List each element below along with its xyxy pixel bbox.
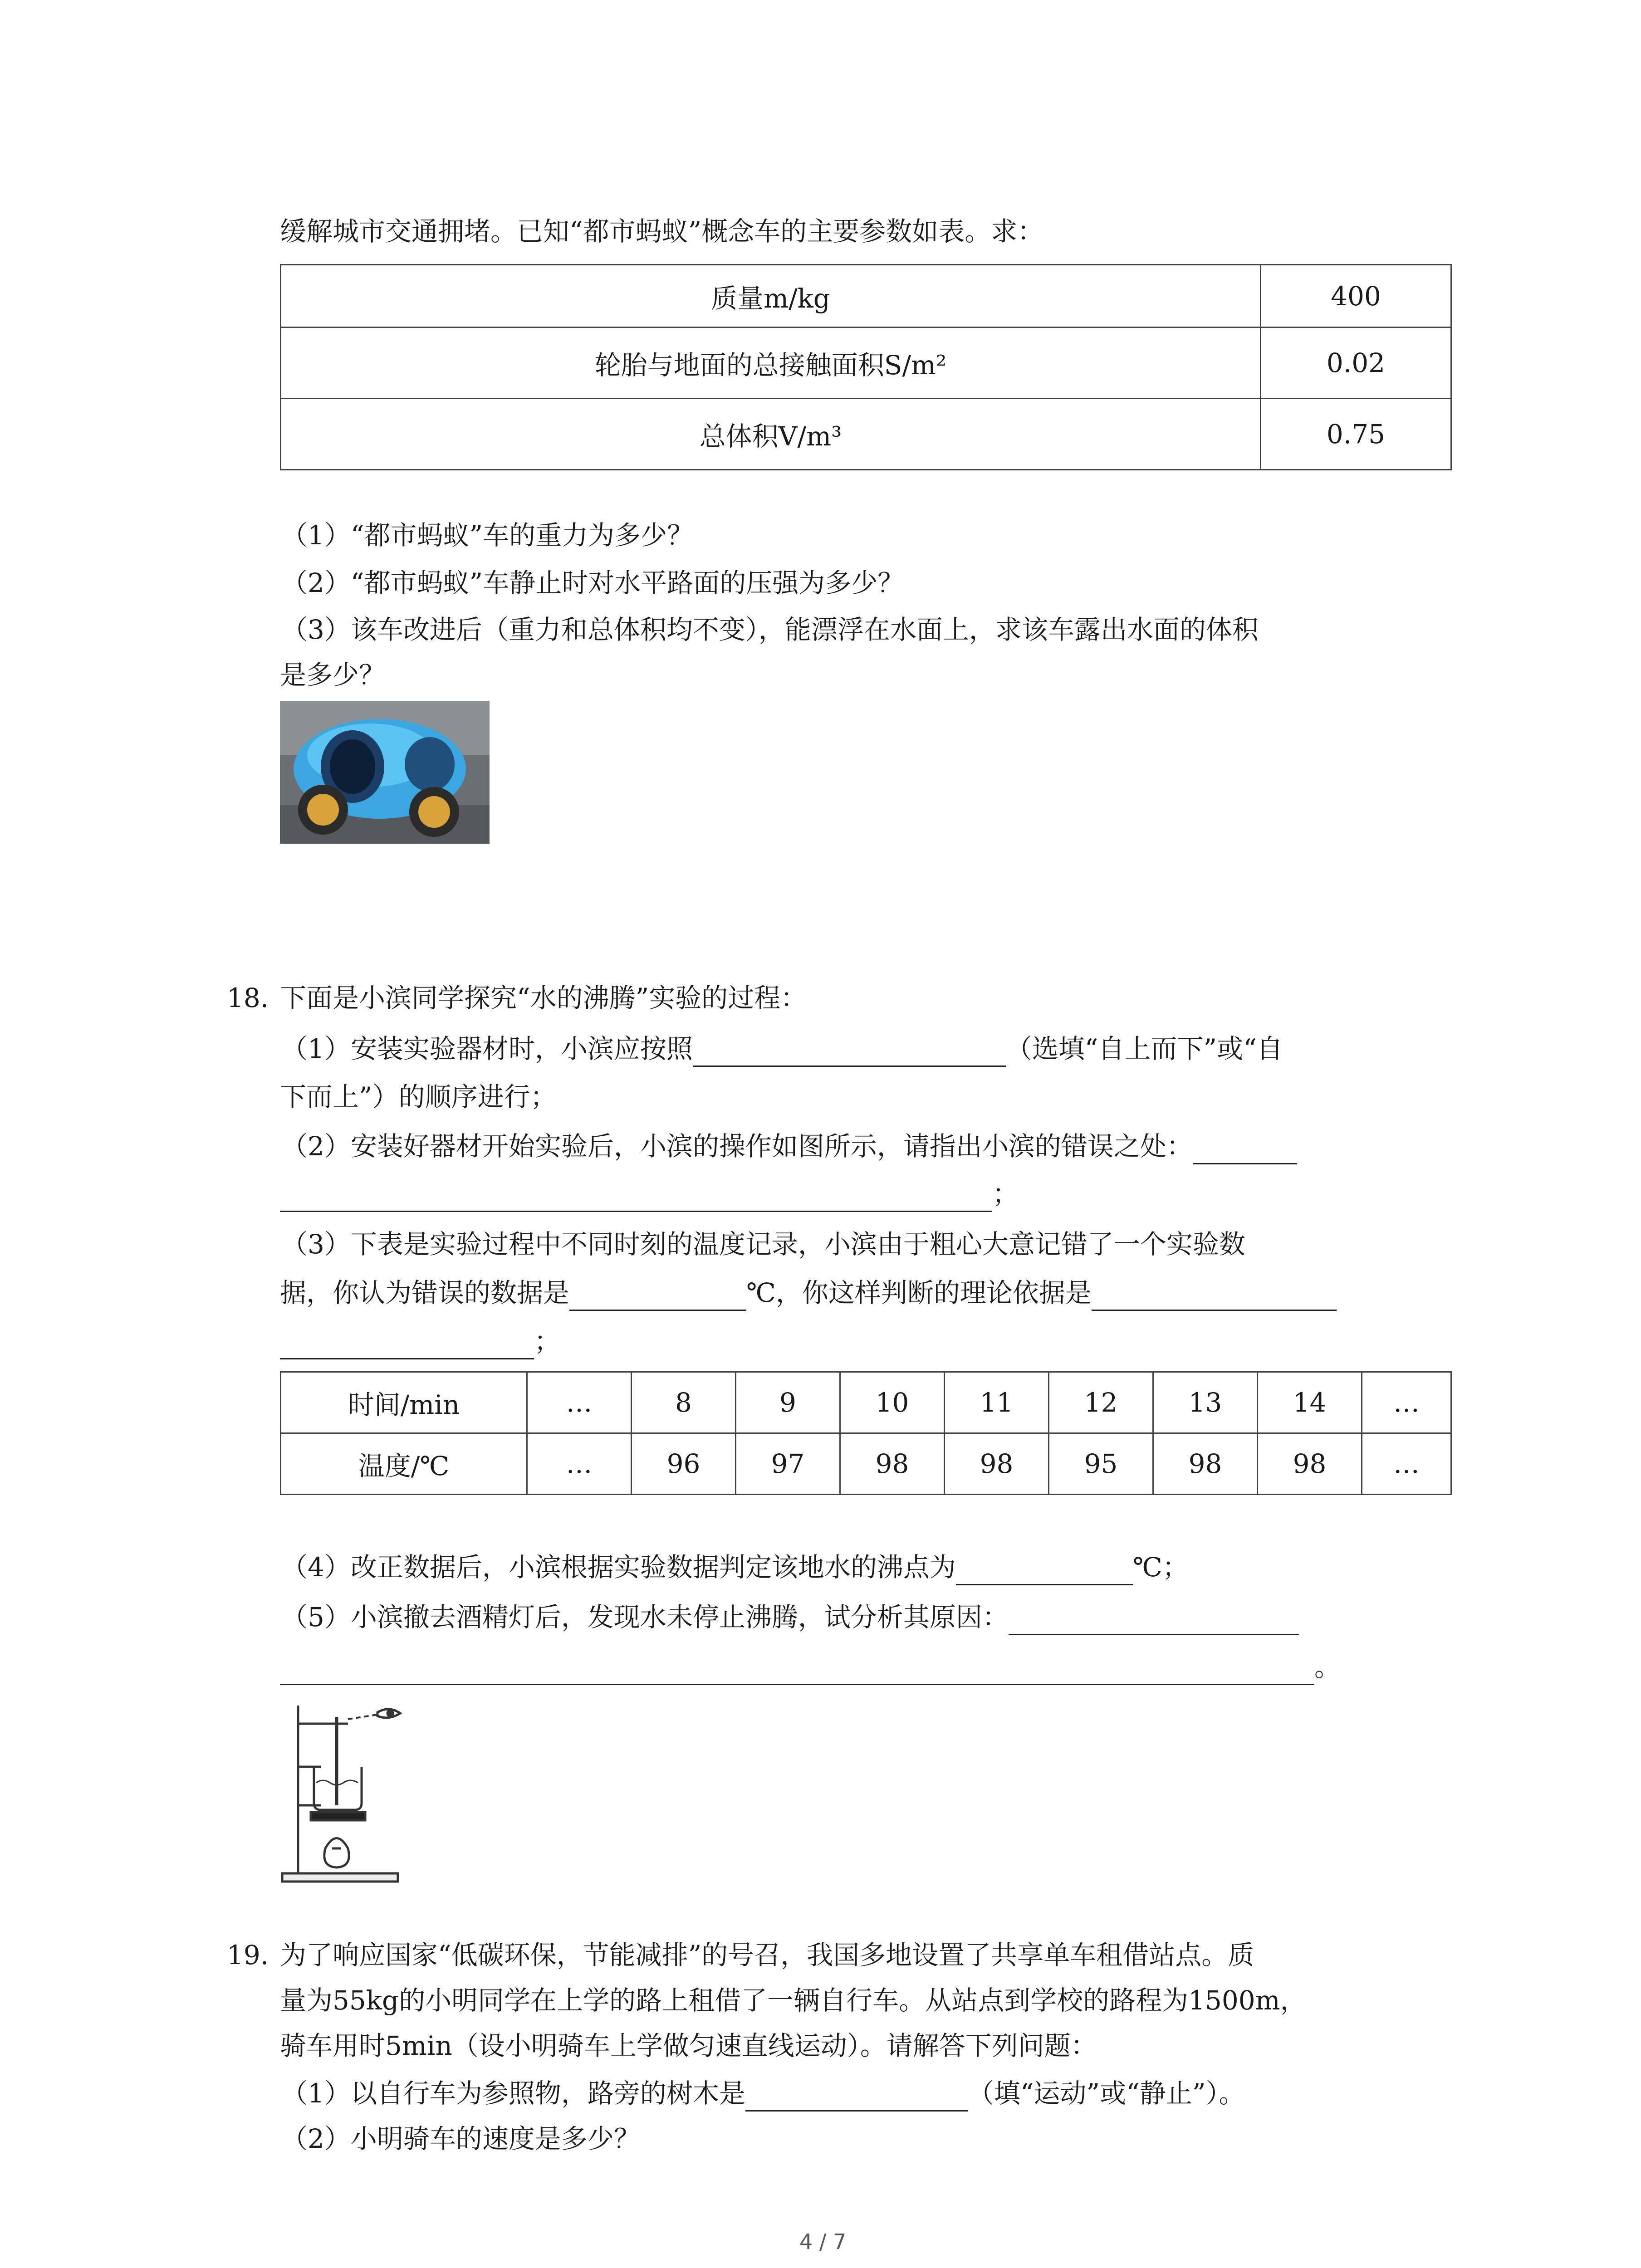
semicolon: ； — [534, 1326, 561, 1357]
q18-sub2-line1 — [281, 1128, 1297, 1164]
answer-blank-19-1[interactable] — [745, 2083, 968, 2112]
table-row — [281, 1433, 1451, 1495]
table-cell: 14 — [1258, 1372, 1362, 1433]
answer-blank-5b[interactable] — [280, 1657, 1314, 1685]
table-cell: 400 — [1261, 265, 1451, 327]
q19-line3: 骑车用时5min（设小明骑车上学做匀速直线运动）。请解答下列问题： — [280, 2030, 1097, 2061]
q19-sub2: （2）小明骑车的速度是多少？ — [281, 2123, 640, 2154]
q17-sub2: （2）“都市蚂蚁”车静止时对水平路面的压强为多少？ — [281, 567, 904, 598]
period: 。 — [1314, 1652, 1341, 1682]
table-cell: 时间/min — [281, 1372, 527, 1433]
concept-car-image — [280, 701, 490, 844]
table-cell: 13 — [1153, 1372, 1258, 1433]
q19-sub1-text-a: （1）以自行车为参照物，路旁的树木是 — [281, 2078, 745, 2109]
table-cell: 10 — [840, 1372, 945, 1433]
answer-blank-2a[interactable] — [1193, 1136, 1297, 1164]
q18-sub1-text-b: （选填“自上而下”或“自 — [1005, 1033, 1283, 1064]
table-cell: 98 — [1258, 1433, 1362, 1495]
table-cell: 轮胎与地面的总接触面积S/m² — [281, 327, 1261, 399]
answer-blank-3c[interactable] — [280, 1331, 534, 1359]
answer-blank-2b[interactable] — [280, 1183, 992, 1212]
q18-sub3-text-b: ℃，你这样判断的理论依据是 — [746, 1277, 1092, 1308]
q18-sub5-line2 — [280, 1649, 1341, 1685]
table-row — [281, 399, 1451, 470]
q19-line1: 为了响应国家“低碳环保，节能减排”的号召，我国多地设置了共享单车租借站点。质 — [280, 1940, 1254, 1970]
table-cell: 9 — [736, 1372, 840, 1433]
table-cell: 总体积V/m³ — [281, 399, 1261, 470]
answer-blank-3a[interactable] — [569, 1282, 746, 1311]
q18-sub3-line2 — [280, 1275, 1337, 1311]
q18-number: 18. — [227, 982, 269, 1013]
q18-sub1-text-a: （1）安装实验器材时，小滨应按照 — [281, 1033, 693, 1064]
table-cell: 96 — [632, 1433, 736, 1495]
boiling-apparatus-diagram — [280, 1699, 402, 1885]
table-cell: 98 — [945, 1433, 1049, 1495]
q18-sub5-line1 — [281, 1599, 1299, 1635]
q18-sub5-text: （5）小滨撤去酒精灯后，发现水未停止沸腾，试分析其原因： — [281, 1602, 1009, 1633]
table-cell: 98 — [840, 1433, 945, 1495]
q18-sub4-text-b: ℃； — [1132, 1552, 1189, 1583]
q17-param-table — [280, 264, 1452, 470]
table-row — [281, 327, 1451, 399]
q19-sub1-text-b: （填“运动”或“静止”）。 — [967, 2078, 1245, 2109]
q18-intro: 下面是小滨同学探究“水的沸腾”实验的过程： — [280, 982, 807, 1013]
answer-blank-5a[interactable] — [1009, 1607, 1299, 1635]
table-cell: 12 — [1049, 1372, 1153, 1433]
table-cell: … — [527, 1372, 632, 1433]
q18-sub3-text-a: 据，你认为错误的数据是 — [280, 1277, 570, 1308]
table-row — [281, 1372, 1451, 1433]
table-cell: 温度/℃ — [281, 1433, 527, 1495]
semicolon: ； — [992, 1178, 1019, 1209]
table-cell: … — [527, 1433, 632, 1495]
answer-blank-1[interactable] — [693, 1038, 1006, 1067]
table-cell: 95 — [1049, 1433, 1153, 1495]
table-cell: 0.75 — [1261, 399, 1451, 470]
q18-sub3-line1: （3）下表是实验过程中不同时刻的温度记录，小滨由于粗心大意记错了一个实验数 — [281, 1229, 1245, 1260]
table-cell: 98 — [1153, 1433, 1258, 1495]
q18-sub2-line2 — [280, 1176, 1019, 1212]
table-cell: 质量m/kg — [281, 265, 1261, 327]
q19-number: 19. — [227, 1940, 269, 1970]
q18-sub1-line1 — [281, 1031, 1283, 1067]
q18-temperature-table — [280, 1371, 1452, 1495]
q18-sub1-line2: 下而上”）的顺序进行； — [280, 1081, 557, 1112]
q17-sub3-line2: 是多少？ — [280, 660, 386, 690]
table-cell: … — [1362, 1372, 1451, 1433]
table-cell: 8 — [632, 1372, 736, 1433]
answer-blank-3b[interactable] — [1092, 1282, 1337, 1311]
q17-sub3-line1: （3）该车改进后（重力和总体积均不变），能漂浮在水面上，求该车露出水面的体积 — [281, 614, 1259, 645]
q18-sub4 — [281, 1549, 1189, 1585]
page-number: 4 / 7 — [799, 2229, 847, 2254]
table-cell: … — [1362, 1433, 1451, 1495]
table-cell: 97 — [736, 1433, 840, 1495]
q18-sub2-text: （2）安装好器材开始实验后，小滨的操作如图所示，请指出小滨的错误之处： — [281, 1131, 1193, 1162]
q17-intro: 缓解城市交通拥堵。已知“都市蚂蚁”概念车的主要参数如表。求： — [280, 216, 1044, 247]
q18-sub4-text-a: （4）改正数据后，小滨根据实验数据判定该地水的沸点为 — [281, 1552, 956, 1583]
table-cell: 0.02 — [1261, 327, 1451, 399]
table-cell: 11 — [945, 1372, 1049, 1433]
q19-line2: 量为55kg的小明同学在上学的路上租借了一辆自行车。从站点到学校的路程为1500m， — [280, 1985, 1307, 2016]
q17-sub1: （1）“都市蚂蚁”车的重力为多少？ — [281, 520, 694, 551]
q19-sub1 — [281, 2075, 1245, 2112]
q18-sub3-line3 — [280, 1323, 560, 1359]
answer-blank-4[interactable] — [956, 1557, 1133, 1585]
table-row — [281, 265, 1451, 327]
